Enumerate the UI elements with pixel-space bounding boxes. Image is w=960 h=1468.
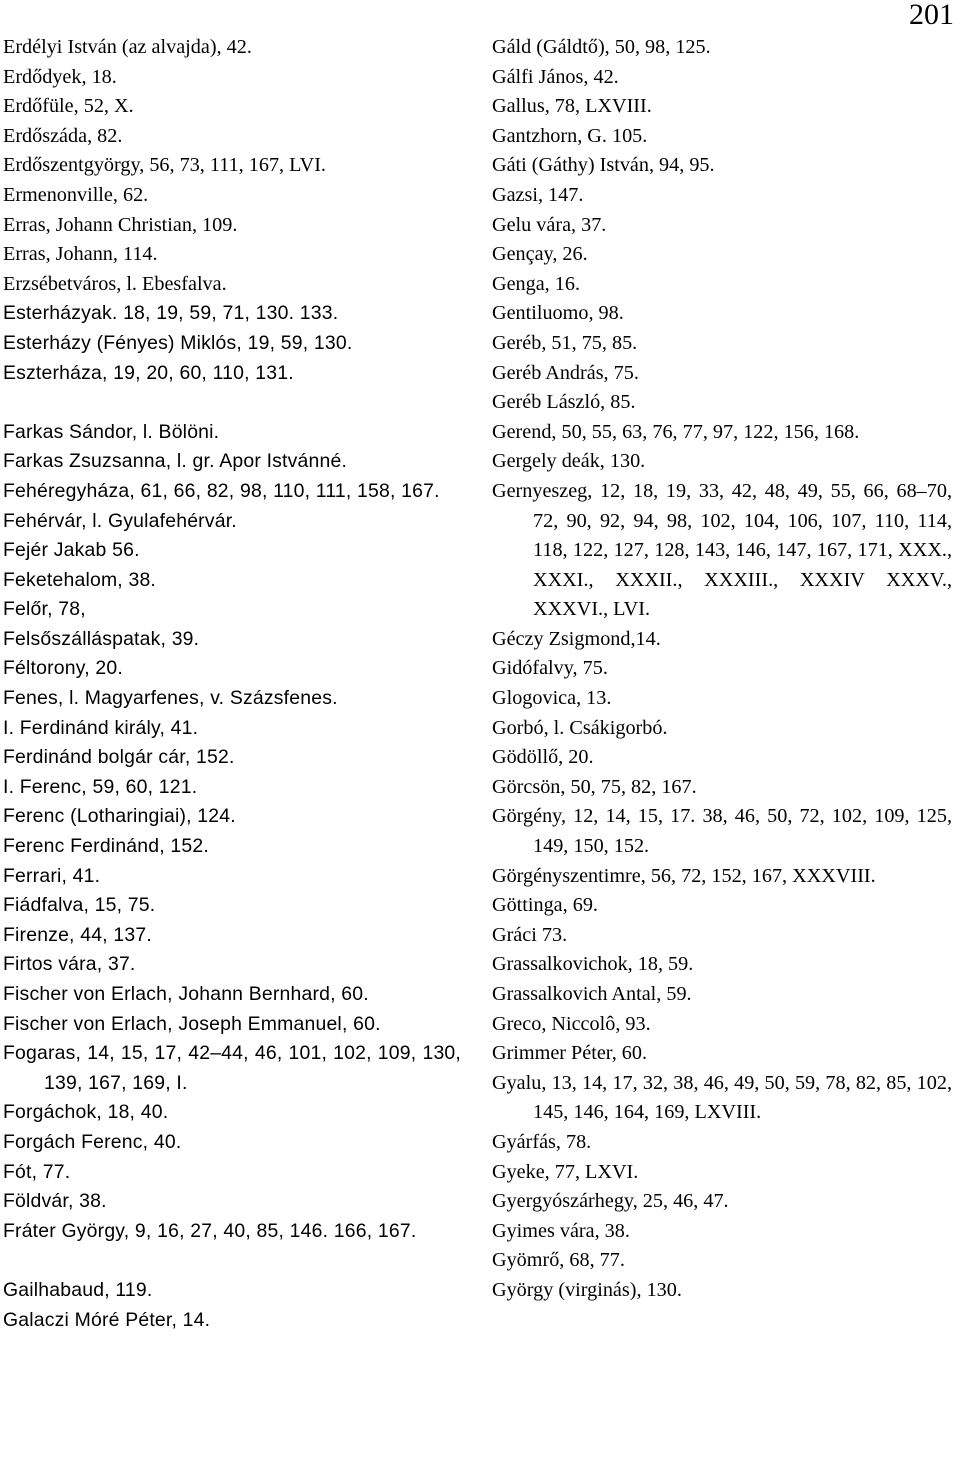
index-entry: Földvár, 38. bbox=[3, 1190, 107, 1213]
index-entry: Gallus, 78, LXVIII. bbox=[492, 95, 652, 118]
index-entry: Gentiluomo, 98. bbox=[492, 302, 624, 325]
index-column-right bbox=[492, 33, 952, 1306]
index-entry: Esterházyak. 18, 19, 59, 71, 130. 133. bbox=[3, 302, 339, 325]
index-entry: Forgách Ferenc, 40. bbox=[3, 1130, 182, 1153]
index-entry: Feketehalom, 38. bbox=[3, 568, 157, 591]
index-entry: I. Ferdinánd király, 41. bbox=[3, 716, 199, 739]
index-entry: Greco, Niccolô, 93. bbox=[492, 1012, 651, 1035]
index-entry: Fehérvár, l. Gyulafehérvár. bbox=[3, 509, 237, 532]
index-entry: Genga, 16. bbox=[492, 272, 581, 295]
index-entry: Ferenc Ferdinánd, 152. bbox=[3, 835, 209, 858]
index-column-left bbox=[3, 33, 461, 1335]
index-entry: Ferenc (Lotharingiai), 124. bbox=[3, 805, 236, 828]
index-entry: Erdőszáda, 82. bbox=[3, 124, 123, 147]
index-entry: Gelu vára, 37. bbox=[492, 213, 607, 236]
index-entry: Erdődyek, 18. bbox=[3, 65, 117, 88]
index-entry: Erdőszentgyörgy, 56, 73, 111, 167, LVI. bbox=[3, 154, 326, 177]
index-entry: Gyergyószárhegy, 25, 46, 47. bbox=[492, 1190, 729, 1213]
index-entry: Géczy Zsigmond,14. bbox=[492, 627, 661, 650]
index-entry: Ermenonville, 62. bbox=[3, 183, 149, 206]
index-entry: Fót, 77. bbox=[3, 1160, 71, 1183]
index-entry: Gernyeszeg, 12, 18, 19, 33, 42, 48, 49, 55, 66, 68–70, 72, 90, 92, 94, 98, 102, 104, 106, 107, 110, 114, 118, 122, 127, 128, 143, 146, 147, 167, 171, XXX., XXXI., XXXII., XXXIII., XXXIV XXXV., XXXVI., LVI. bbox=[492, 479, 952, 621]
index-entry: I. Ferenc, 59, 60, 121. bbox=[3, 775, 198, 798]
index-entry: Fehéregyháza, 61, 66, 82, 98, 110, 111, 158, 167. bbox=[3, 479, 440, 502]
index-entry: Féltorony, 20. bbox=[3, 657, 123, 680]
index-entry: Gyömrő, 68, 77. bbox=[492, 1249, 625, 1272]
index-entry: Göttinga, 69. bbox=[492, 894, 598, 917]
index-entry: Fogaras, 14, 15, 17, 42–44, 46, 101, 102, 109, 130, 139, 167, 169, I. bbox=[3, 1042, 461, 1094]
index-entry: Erras, Johann, 114. bbox=[3, 243, 158, 266]
index-section-gap bbox=[3, 388, 461, 418]
index-entry: Fischer von Erlach, Joseph Emmanuel, 60. bbox=[3, 1012, 381, 1035]
index-entry: Gidófalvy, 75. bbox=[492, 657, 608, 680]
index-entry: Grimmer Péter, 60. bbox=[492, 1042, 648, 1065]
index-entry: Geréb András, 75. bbox=[492, 361, 639, 384]
index-entry: Geréb László, 85. bbox=[492, 391, 636, 414]
index-entry: Grassalkovich Antal, 59. bbox=[492, 983, 692, 1005]
index-entry: Forgáchok, 18, 40. bbox=[3, 1101, 169, 1124]
index-entry: Fráter György, 9, 16, 27, 40, 85, 146. 166, 167. bbox=[3, 1219, 417, 1242]
index-entry: György (virginás), 130. bbox=[492, 1278, 682, 1301]
index-entry: Gyeke, 77, LXVI. bbox=[492, 1160, 639, 1183]
index-entry: Felsőszálláspatak, 39. bbox=[3, 627, 200, 650]
index-entry: Gyimes vára, 38. bbox=[492, 1219, 630, 1242]
index-entry: Fejér Jakab 56. bbox=[3, 539, 140, 562]
index-entry: Gráci 73. bbox=[492, 923, 568, 946]
index-entry: Glogovica, 13. bbox=[492, 687, 612, 710]
index-entry: Geréb, 51, 75, 85. bbox=[492, 331, 638, 354]
index-entry: Erdőfüle, 52, X. bbox=[3, 95, 134, 118]
index-entry: Erdélyi István (az alvajda), 42. bbox=[3, 36, 252, 58]
index-entry: Gerend, 50, 55, 63, 76, 77, 97, 122, 156, 168. bbox=[492, 420, 860, 443]
index-entry: Gáti (Gáthy) István, 94, 95. bbox=[492, 154, 715, 177]
index-entry: Galaczi Móré Péter, 14. bbox=[3, 1308, 211, 1331]
index-entry: Görcsön, 50, 75, 82, 167. bbox=[492, 775, 697, 798]
index-entry: Görgényszentimre, 56, 72, 152, 167, XXXVIII. bbox=[492, 864, 876, 887]
index-entry: Gergely deák, 130. bbox=[492, 450, 646, 473]
index-entry: Gantzhorn, G. 105. bbox=[492, 124, 648, 147]
index-entry: Fenes, l. Magyarfenes, v. Százsfenes. bbox=[3, 687, 338, 710]
index-entry: Firenze, 44, 137. bbox=[3, 923, 152, 946]
index-entry: Ferrari, 41. bbox=[3, 864, 101, 887]
index-entry: Gyárfás, 78. bbox=[492, 1130, 592, 1153]
index-entry: Gyalu, 13, 14, 17, 32, 38, 46, 49, 50, 59, 78, 82, 85, 102, 145, 146, 164, 169, LXVIII. bbox=[492, 1071, 952, 1124]
index-entry: Erras, Johann Christian, 109. bbox=[3, 213, 238, 236]
index-entry: Fiádfalva, 15, 75. bbox=[3, 894, 156, 917]
index-entry: Görgény, 12, 14, 15, 17. 38, 46, 50, 72, 102, 109, 125, 149, 150, 152. bbox=[492, 805, 952, 858]
index-entry: Eszterháza, 19, 20, 60, 110, 131. bbox=[3, 361, 294, 384]
index-entry: Felőr, 78, bbox=[3, 598, 86, 621]
index-entry: Firtos vára, 37. bbox=[3, 953, 136, 976]
index-entry: Ferdinánd bolgár cár, 152. bbox=[3, 746, 235, 769]
index-entry: Gençay, 26. bbox=[492, 243, 588, 266]
index-entry: Fischer von Erlach, Johann Bernhard, 60. bbox=[3, 983, 369, 1005]
index-entry: Grassalkovichok, 18, 59. bbox=[492, 953, 694, 976]
index-entry: Gazsi, 147. bbox=[492, 183, 584, 206]
page-number: 201 bbox=[909, 0, 954, 31]
index-entry: Gödöllő, 20. bbox=[492, 746, 594, 769]
index-entry: Gorbó, l. Csákigorbó. bbox=[492, 716, 668, 739]
index-section-gap bbox=[3, 1246, 461, 1276]
index-entry: Gálfi János, 42. bbox=[492, 65, 619, 88]
index-entry: Gáld (Gáldtő), 50, 98, 125. bbox=[492, 36, 711, 58]
index-entry: Esterházy (Fényes) Miklós, 19, 59, 130. bbox=[3, 331, 353, 354]
index-entry: Farkas Zsuzsanna, l. gr. Apor Istvánné. bbox=[3, 450, 348, 473]
index-entry: Farkas Sándor, l. Bölöni. bbox=[3, 420, 220, 443]
index-entry: Erzsébetváros, l. Ebesfalva. bbox=[3, 272, 227, 295]
index-entry: Gailhabaud, 119. bbox=[3, 1278, 153, 1301]
